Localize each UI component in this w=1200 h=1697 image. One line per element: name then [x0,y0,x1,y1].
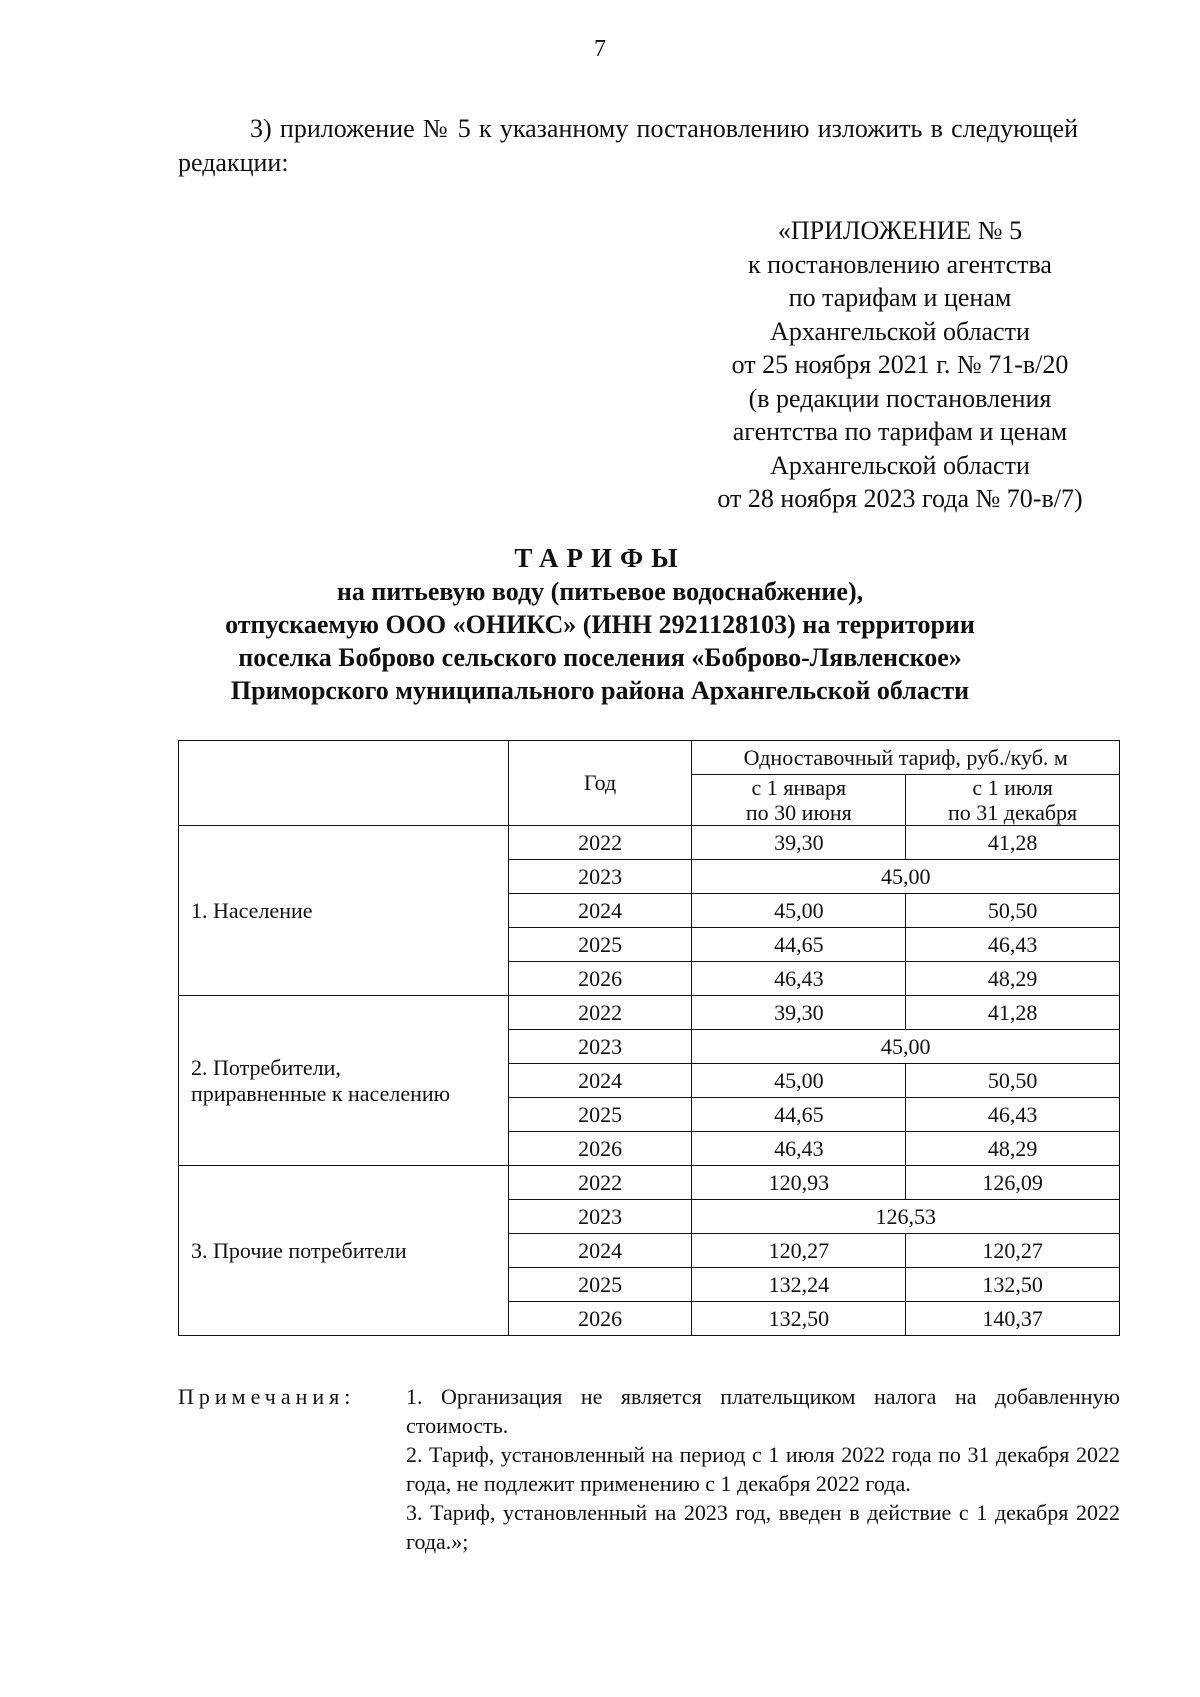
header-year: Год [508,741,692,826]
appendix-line: от 25 ноября 2021 г. № 71-в/20 [731,350,1069,379]
year-cell: 2025 [508,1098,692,1132]
tariff-cell: 39,30 [692,826,906,860]
title-main: ТАРИФЫ [514,543,686,573]
year-cell: 2022 [508,826,692,860]
tariff-cell: 44,65 [692,1098,906,1132]
header-period-2 [906,775,1120,826]
year-cell: 2022 [508,996,692,1030]
appendix-block [650,214,1150,516]
tariff-cell: 46,43 [692,962,906,996]
tariff-cell: 48,29 [906,1132,1120,1166]
tariff-cell-merged: 45,00 [692,860,1120,894]
year-cell: 2026 [508,1302,692,1336]
year-cell: 2026 [508,1132,692,1166]
category-population: 1. Население [179,826,509,996]
tariff-cell: 140,37 [906,1302,1120,1336]
header-period-2-line2: по 31 декабря [948,800,1078,825]
table-row [179,826,1120,860]
year-cell: 2026 [508,962,692,996]
tariff-cell: 46,43 [692,1132,906,1166]
category-equivalent-consumers [179,996,509,1166]
appendix-line: Архангельской области [770,316,1030,346]
tariff-cell: 41,28 [906,826,1120,860]
tariff-cell: 120,93 [692,1166,906,1200]
table-row [179,1166,1120,1200]
table-header-row [179,741,1120,775]
year-cell: 2025 [508,928,692,962]
year-cell: 2023 [508,1030,692,1064]
note-item: 3. Тариф, установленный на 2023 год, введен в действие с 1 декабря 2022 года.»; [406,1500,1120,1554]
table-row [179,996,1120,1030]
appendix-line: (в редакции постановления [748,383,1052,413]
header-tariff: Одноставочный тариф, руб./куб. м [692,741,1120,775]
appendix-line: «ПРИЛОЖЕНИЕ № 5 [777,216,1023,245]
year-cell: 2023 [508,1200,692,1234]
tariff-cell: 45,00 [692,1064,906,1098]
intro-paragraph: 3) приложение № 5 к указанному постановлению изложить в следующей редакции: [178,114,1078,177]
appendix-line: агентства по тарифам и ценам [732,417,1068,446]
tariff-cell: 50,50 [906,1064,1120,1098]
year-cell: 2023 [508,860,692,894]
header-period-2-line1: с 1 июля [972,775,1053,800]
notes-label: Примечания: [178,1384,356,1409]
tariff-cell: 50,50 [906,894,1120,928]
notes-list [406,1382,1120,1556]
tariff-cell: 45,00 [692,894,906,928]
page-number: 7 [594,36,606,62]
tariff-cell-merged: 45,00 [692,1030,1120,1064]
tariff-cell: 126,09 [906,1166,1120,1200]
tariff-cell-merged: 126,53 [692,1200,1120,1234]
tariff-cell: 48,29 [906,962,1120,996]
tariff-cell: 120,27 [692,1234,906,1268]
year-cell: 2024 [508,1064,692,1098]
note-item: 1. Организация не является плательщиком налога на добавленную стоимость. [406,1384,1120,1438]
appendix-line: от 28 ноября 2023 года № 70-в/7) [717,484,1083,513]
tariff-cell: 132,50 [906,1268,1120,1302]
title-line: Приморского муниципального района Архангельской области [230,676,970,705]
tariff-cell: 46,43 [906,1098,1120,1132]
title-line: отпускаемую ООО «ОНИКС» (ИНН 2921128103) на территории [225,610,975,639]
year-cell: 2024 [508,1234,692,1268]
tariff-cell: 39,30 [692,996,906,1030]
year-cell: 2024 [508,894,692,928]
tariff-cell: 132,24 [692,1268,906,1302]
category-other-consumers: 3. Прочие потребители [179,1166,509,1336]
title-line: на питьевую воду (питьевое водоснабжение), [336,577,864,606]
header-period-1-line2: по 30 июня [745,800,852,825]
category-line: приравненные к населению [191,1080,451,1106]
tariff-cell: 120,27 [906,1234,1120,1268]
appendix-line: к постановлению агентства [748,249,1052,279]
header-period-1-line1: с 1 января [751,775,847,800]
tariff-table [178,740,1120,1336]
title-line: поселка Боброво сельского поселения «Боброво-Лявленское» [238,643,962,672]
tariff-cell: 44,65 [692,928,906,962]
year-cell: 2022 [508,1166,692,1200]
document-title [0,542,1200,707]
header-empty-cell [179,741,509,826]
tariff-cell: 41,28 [906,996,1120,1030]
tariff-cell: 132,50 [692,1302,906,1336]
appendix-line: Архангельской области [770,450,1030,480]
appendix-line: по тарифам и ценам [788,283,1012,312]
category-line: 2. Потребители, [191,1054,341,1080]
header-period-1 [692,775,906,826]
tariff-cell: 46,43 [906,928,1120,962]
note-item: 2. Тариф, установленный на период с 1 июля 2022 года по 31 декабря 2022 года, не подлежит применению с 1 декабря 2022 года. [406,1442,1120,1496]
year-cell: 2025 [508,1268,692,1302]
